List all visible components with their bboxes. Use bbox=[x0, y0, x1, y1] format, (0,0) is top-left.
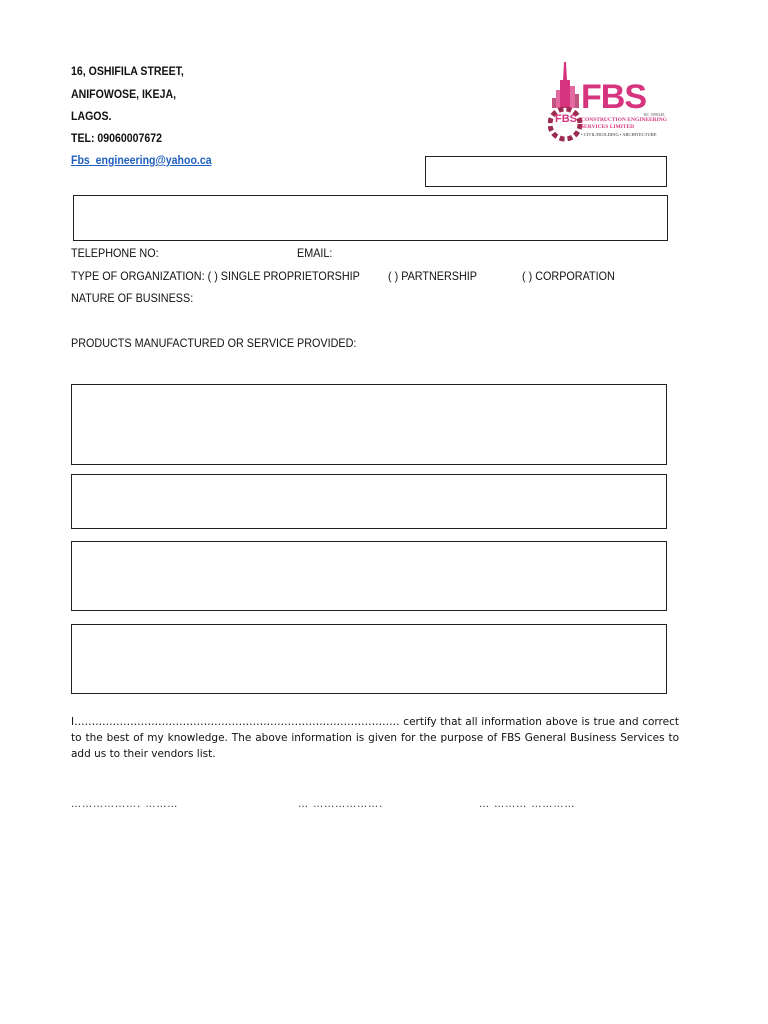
logo-line-1: CONSTRUCTION ENGINEERING bbox=[581, 117, 668, 123]
logo-line-3: • CIVIL/BUILDING • ARCHITECTURE bbox=[581, 132, 657, 137]
address-line-3: LAGOS. bbox=[71, 109, 112, 123]
products-box[interactable] bbox=[71, 384, 667, 465]
company-name-box[interactable] bbox=[73, 195, 668, 241]
telephone-label: TELEPHONE NO: bbox=[71, 246, 159, 260]
logo-mark: FBS bbox=[581, 78, 646, 116]
reference-box[interactable] bbox=[425, 156, 667, 187]
signature-line-3[interactable]: … ……… ………… bbox=[479, 799, 576, 810]
logo-small-mark: FBS bbox=[555, 113, 577, 125]
signature-line-2[interactable]: … ………………. bbox=[298, 799, 384, 810]
signature-line-1[interactable]: ………………. ……… bbox=[71, 799, 179, 810]
telephone-line: TEL: 09060007672 bbox=[71, 131, 162, 145]
email-label: EMAIL: bbox=[297, 246, 333, 260]
org-corporation-option[interactable]: ( ) CORPORATION bbox=[522, 269, 615, 283]
details-box-3[interactable] bbox=[71, 624, 667, 694]
email-link[interactable]: Fbs_engineering@yahoo.ca bbox=[71, 153, 212, 167]
org-type-label: TYPE OF ORGANIZATION: ( ) SINGLE PROPRIETORSHIP bbox=[71, 269, 360, 283]
nature-of-business-label: NATURE OF BUSINESS: bbox=[71, 291, 194, 305]
org-partnership-option[interactable]: ( ) PARTNERSHIP bbox=[388, 269, 478, 283]
address-line-2: ANIFOWOSE, IKEJA, bbox=[71, 87, 177, 101]
logo-line-2: SERVICES LIMITED bbox=[581, 124, 635, 130]
company-logo bbox=[548, 60, 668, 146]
details-box-2[interactable] bbox=[71, 541, 667, 611]
details-box-1[interactable] bbox=[71, 474, 667, 529]
logo-rc: RC 1998248 bbox=[644, 112, 665, 117]
certification-text: I………………………………………………………………………………… certify that all information above is true and correct to the best of my knowledge. The above information is given for the purpose of FBS General Business Services to add us to their vendors list. bbox=[71, 716, 679, 760]
address-line-1: 16, OSHIFILA STREET, bbox=[71, 64, 184, 78]
products-label: PRODUCTS MANUFACTURED OR SERVICE PROVIDED: bbox=[71, 336, 357, 350]
